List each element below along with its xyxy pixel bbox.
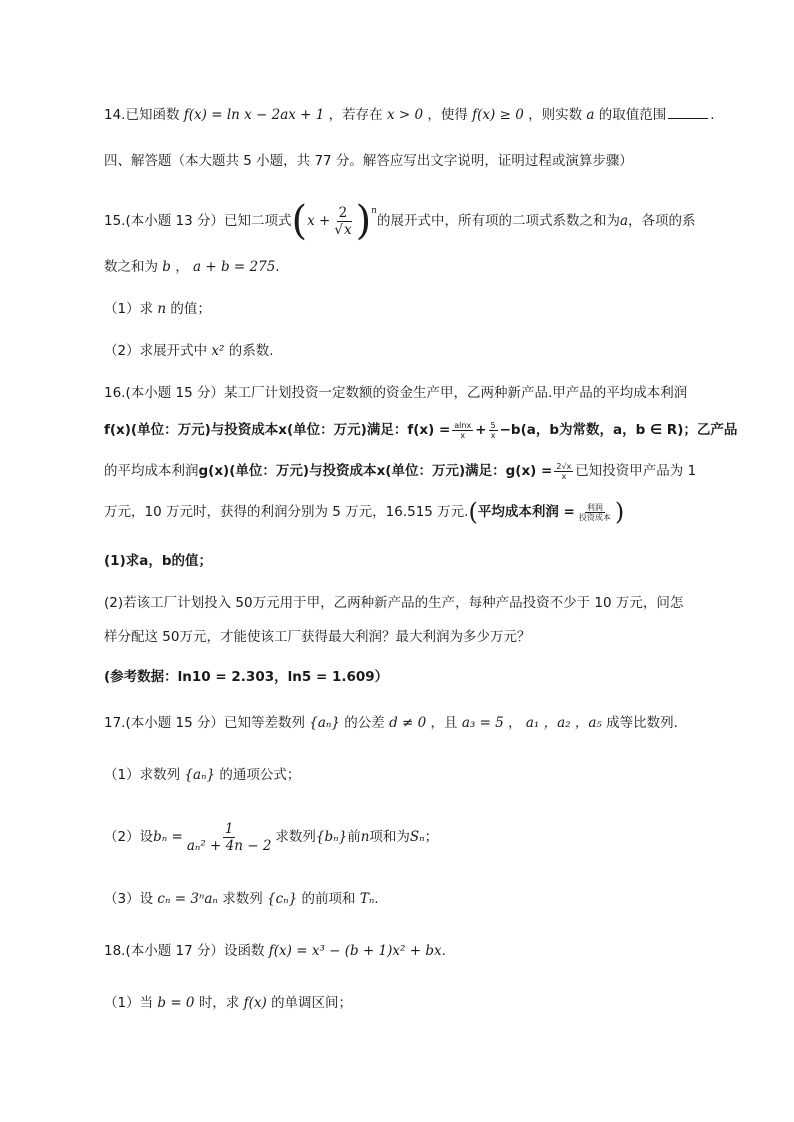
q16-text: −b(a，b为常数，a，b ∈ R)；乙产品 xyxy=(499,422,738,438)
q14-text: . xyxy=(710,107,715,123)
q16-g: g(x) xyxy=(198,463,230,479)
q16-frac-4 xyxy=(577,503,613,522)
q16-part-2 xyxy=(104,592,704,614)
frac-num: 1 xyxy=(224,820,234,837)
q15-equation: a + b = 275 xyxy=(193,259,276,275)
q14-text: ，若存在 xyxy=(328,107,383,123)
q16-text: (单位：万元)满足： xyxy=(385,463,506,479)
q15-fraction xyxy=(332,205,353,238)
q15-text: （1）求 xyxy=(104,301,154,317)
q17-text: （2）设 xyxy=(104,829,154,845)
q15-text: . xyxy=(275,259,280,275)
q16-ref-text: (参考数据：ln10 = 2.303，ln5 = 1.609） xyxy=(104,669,389,685)
frac-den: x xyxy=(490,430,496,440)
frac-num: alnx xyxy=(454,420,472,430)
q16-text: (单位：万元)与投资成本 xyxy=(229,463,377,479)
q15-text: 的系数. xyxy=(228,343,274,359)
q17-text: 17.(本小题 15 分）已知等差数列 xyxy=(104,715,305,731)
q16-reference xyxy=(104,666,704,688)
q17-Tn: Tₙ xyxy=(359,891,375,907)
q17-seq: {aₙ} xyxy=(309,715,340,731)
q15-text: 的值； xyxy=(170,301,211,317)
q15-var-n: n xyxy=(157,301,167,317)
frac-den: 投资成本 xyxy=(578,512,611,522)
answer-blank xyxy=(668,104,708,119)
q17-Sn: Sₙ xyxy=(409,829,425,845)
q16-text: (2)若该工厂计划投入 50万元用于甲，乙两种新产品的生产，每种产品投资不少于 10 万元，问怎 xyxy=(104,595,684,611)
q17-text: ； xyxy=(424,829,439,845)
q16-g-eq: g(x) = xyxy=(505,463,553,479)
question-15 xyxy=(104,200,704,242)
q16-var-x: x xyxy=(278,422,287,438)
q18-f: f(x) xyxy=(243,995,267,1011)
q14-variable: a xyxy=(586,107,595,123)
q16-part-2-line2 xyxy=(104,626,704,648)
q16-var-x: x xyxy=(376,463,386,479)
q17-cn: cₙ = 3ⁿaₙ xyxy=(157,891,218,907)
question-16 xyxy=(104,382,704,404)
q17-text: 前 xyxy=(347,829,361,845)
q17-bn: bₙ = xyxy=(153,829,183,845)
q18-text: . xyxy=(441,943,446,959)
q15-part-2 xyxy=(104,340,704,362)
q15-expr: x + xyxy=(307,213,331,229)
q16-frac-2 xyxy=(489,421,498,440)
question-17 xyxy=(104,712,704,734)
q17-text: （1）求数列 xyxy=(104,767,181,783)
frac-num: 利润 xyxy=(586,502,603,512)
q17-text: . xyxy=(374,891,379,907)
sqrt-arg: x xyxy=(343,221,352,238)
q15-text: 15.(本小题 13 分）已知二项式 xyxy=(104,213,292,229)
paren-left: ( xyxy=(468,498,478,526)
question-16-line4 xyxy=(104,498,704,526)
section-title: 四、解答题（本大题共 5 小题，共 77 分。解答应写出文字说明，证明过程或演算步骤） xyxy=(104,153,633,169)
q17-n: n xyxy=(360,829,370,845)
q15-text: 数之和为 xyxy=(104,259,158,275)
frac-den: aₙ² + 4n − 2 xyxy=(186,837,272,854)
paren-left: ( xyxy=(291,198,308,244)
question-16-line2 xyxy=(104,416,738,444)
q17-seq: {cₙ} xyxy=(267,891,298,907)
q18-function: f(x) = x³ − (b + 1)x² + bx xyxy=(268,943,442,959)
q14-function: f(x) = ln x − 2ax + 1 xyxy=(183,107,325,123)
q17-text: 的公差 xyxy=(344,715,385,731)
q16-text: 的平均成本利润 xyxy=(104,463,199,479)
frac-den: √x xyxy=(334,221,352,238)
section-heading xyxy=(104,150,704,172)
frac-num: 2 xyxy=(338,204,348,221)
q16-text: 万元，10 万元时，获得的利润分别为 5 万元，16.515 万元. xyxy=(104,504,469,520)
q18-part-1 xyxy=(104,992,704,1014)
q15-var-x2: x² xyxy=(211,343,225,359)
q14-text: 的取值范围 xyxy=(598,107,667,123)
q17-text: ，且 xyxy=(430,715,458,731)
q16-text: (单位：万元)满足：f(x) = xyxy=(286,422,451,438)
q15-var-a: a xyxy=(619,213,629,229)
q15-text: ， xyxy=(175,259,189,275)
q15-exponent: n xyxy=(371,206,377,216)
frac-den: x xyxy=(561,471,567,481)
q16-plus: + xyxy=(475,422,487,438)
q14-text: ，使得 xyxy=(427,107,468,123)
q17-text: 项和为 xyxy=(369,829,410,845)
q16-text: f(x)(单位：万元)与投资成本 xyxy=(104,422,279,438)
q17-d: d ≠ 0 xyxy=(389,715,427,731)
q15-text: 的展开式中，所有项的二项式系数之和为 xyxy=(376,213,620,229)
q18-cond: b = 0 xyxy=(157,995,195,1011)
frac-den: x xyxy=(460,430,466,440)
q17-text: 求数列 xyxy=(222,891,263,907)
q17-text: （3）设 xyxy=(104,891,154,907)
q17-text: 的通项公式； xyxy=(219,767,301,783)
q16-text: 样分配这 50万元，才能使该工厂获得最大利润？最大利润为多少万元？ xyxy=(104,629,531,645)
q17-part-3 xyxy=(104,888,704,910)
frac-num: 2√x xyxy=(556,461,572,471)
q16-frac-1 xyxy=(452,421,473,440)
q17-seq: {bₙ} xyxy=(315,829,348,845)
q15-text: （2）求展开式中 xyxy=(104,343,208,359)
q17-text: 成等比数列. xyxy=(606,715,678,731)
paren-right: ) xyxy=(355,198,372,244)
q17-fraction xyxy=(185,821,274,854)
q16-text: 已知投资甲产品为 1 xyxy=(575,463,697,479)
q14-inequality: f(x) ≥ 0 xyxy=(472,107,524,123)
q17-seq: {aₙ} xyxy=(184,767,216,783)
q16-text: 平均成本利润 = xyxy=(477,504,575,520)
q14-text: ，则实数 xyxy=(528,107,583,123)
q16-text: 16.(本小题 15 分）某工厂计划投资一定数额的资金生产甲，乙两种新产品.甲产品的平均成本利润 xyxy=(104,385,688,401)
q17-text: 的前项和 xyxy=(301,891,356,907)
q18-text: 18.(本小题 17 分）设函数 xyxy=(104,943,265,959)
question-16-line3 xyxy=(104,456,704,486)
q18-text: （1）当 xyxy=(104,995,154,1011)
q16-text: (1)求a，b的值； xyxy=(104,553,213,569)
q17-part-1 xyxy=(104,764,704,786)
paren-right: ) xyxy=(614,498,625,526)
question-15-line2 xyxy=(104,256,704,278)
q16-part-1 xyxy=(104,550,704,572)
q17-text: 求数列 xyxy=(275,829,316,845)
q17-a3: a₃ = 5 xyxy=(461,715,504,731)
q17-part-2 xyxy=(104,818,704,856)
q18-text: 的单调区间； xyxy=(271,995,353,1011)
q14-text: 14.已知函数 xyxy=(104,107,180,123)
q15-text: ，各项的系 xyxy=(628,213,696,229)
q17-text: ， xyxy=(508,715,522,731)
frac-num: 5 xyxy=(490,420,496,430)
q18-text: 时，求 xyxy=(198,995,240,1011)
q14-condition: x > 0 xyxy=(386,107,424,123)
question-14 xyxy=(104,104,715,126)
q15-part-1 xyxy=(104,298,704,320)
question-18 xyxy=(104,940,704,962)
q16-frac-3 xyxy=(554,462,573,481)
q15-var-b: b xyxy=(162,259,171,275)
q17-terms: a₁ ，a₂ ，a₅ xyxy=(525,715,602,731)
